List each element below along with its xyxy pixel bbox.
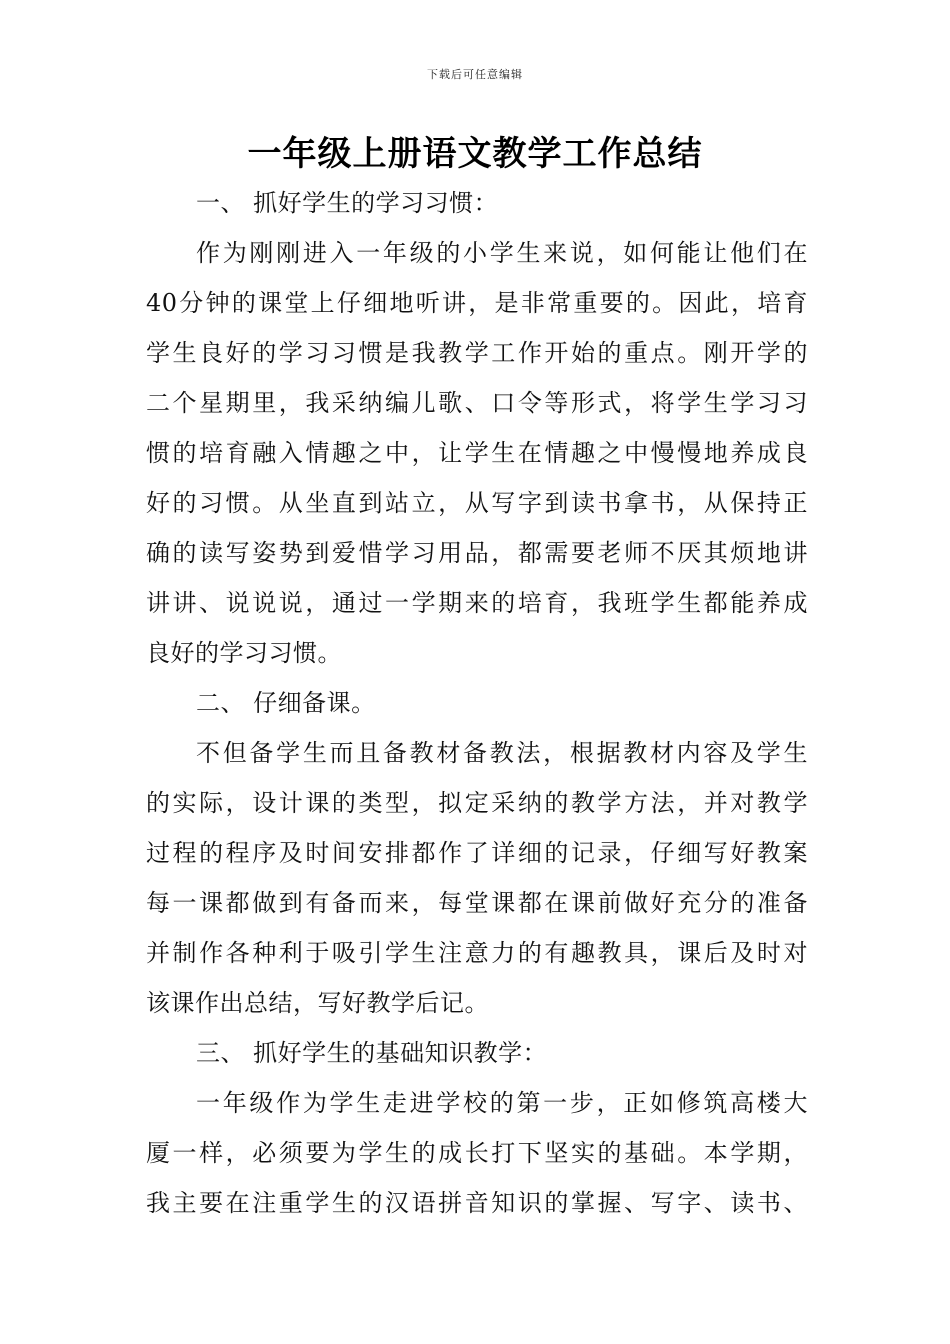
section-heading-line: 三、 抓好学生的基础知识教学： <box>196 1039 548 1067</box>
document-body <box>146 178 808 1228</box>
section-heading-line: 二、 仔细备课。 <box>196 689 376 717</box>
page-header-note: 下载后可任意编辑 <box>427 68 523 81</box>
document-title: 一年级上册语文教学工作总结 <box>247 134 703 174</box>
paragraph-line: 学生良好的学习习惯是我教学工作开始的重点。刚开学的 <box>146 339 808 367</box>
paragraph-line: 好的习惯。从坐直到站立，从写字到读书拿书，从保持正 <box>146 489 808 517</box>
paragraph-line: 该课作出总结，写好教学后记。 <box>146 989 489 1017</box>
paragraph-line: 作为刚刚进入一年级的小学生来说，如何能让他们在 <box>196 239 808 267</box>
paragraph-line: 讲讲、说说说，通过一学期来的培育，我班学生都能养成 <box>146 589 808 617</box>
paragraph-line: 一年级作为学生走进学校的第一步，正如修筑高楼大 <box>196 1089 808 1117</box>
paragraph-line: 二个星期里，我采纳编儿歌、口令等形式，将学生学习习 <box>146 389 808 417</box>
paragraph-line: 每一课都做到有备而来，每堂课都在课前做好充分的准备 <box>146 889 808 917</box>
paragraph-line: 良好的学习习惯。 <box>146 639 342 667</box>
paragraph-line: 过程的程序及时间安排都作了详细的记录，仔细写好教案 <box>146 839 808 867</box>
section-heading-line: 一、 抓好学生的学习习惯： <box>196 189 499 217</box>
paragraph-line: 我主要在注重学生的汉语拼音知识的掌握、写字、读书、 <box>146 1189 808 1217</box>
paragraph-line: 厦一样，必须要为学生的成长打下坚实的基础。本学期， <box>146 1139 808 1167</box>
paragraph-line: 并制作各种利于吸引学生注意力的有趣教具，课后及时对 <box>146 939 808 967</box>
paragraph-line: 不但备学生而且备教材备教法，根据教材内容及学生 <box>196 739 808 767</box>
paragraph-line: 惯的培育融入情趣之中，让学生在情趣之中慢慢地养成良 <box>146 439 808 467</box>
paragraph-line: 40分钟的课堂上仔细地听讲，是非常重要的。因此，培育 <box>146 289 808 317</box>
paragraph-line: 的实际，设计课的类型，拟定采纳的教学方法，并对教学 <box>146 789 808 817</box>
paragraph-line: 确的读写姿势到爱惜学习用品，都需要老师不厌其烦地讲 <box>146 539 808 567</box>
